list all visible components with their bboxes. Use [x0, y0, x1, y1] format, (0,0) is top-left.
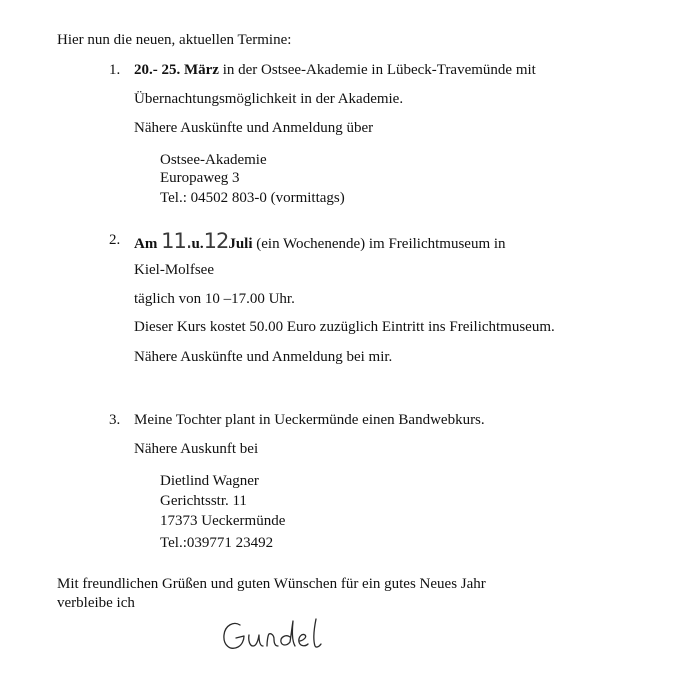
item-1-address-2: Europaweg 3 — [160, 170, 240, 186]
item-2-line-2: Kiel-Molfsee — [134, 262, 214, 278]
item-3-address-3: 17373 Ueckermünde — [160, 513, 286, 529]
item-2-line-4: Dieser Kurs kostet 50.00 Euro zuzüglich Eintritt ins Freilichtmuseum. — [134, 319, 555, 335]
item-1-date: 20.- 25. März — [134, 62, 219, 78]
item-2-line-1 — [134, 231, 506, 252]
item-3-line-2: Nähere Auskunft bei — [134, 441, 259, 457]
item-2-line-1-rest: (ein Wochenende) im Freilichtmuseum in — [252, 236, 506, 252]
item-2-u: u. — [191, 236, 204, 252]
item-3-address-4: Tel.:039771 23492 — [160, 535, 274, 551]
item-2-number: 2. — [109, 232, 121, 248]
item-3-address-1: Dietlind Wagner — [160, 473, 259, 489]
closing-line-2: verbleibe ich — [57, 595, 135, 611]
handwritten-signature — [220, 615, 350, 657]
item-2-line-5: Nähere Auskünfte und Anmeldung bei mir. — [134, 349, 393, 365]
item-1-line-3: Nähere Auskünfte und Anmeldung über — [134, 120, 374, 136]
item-1-line-2: Übernachtungsmöglichkeit in der Akademie. — [134, 91, 404, 107]
intro-line: Hier nun die neuen, aktuellen Termine: — [57, 32, 292, 48]
item-3-line-1: Meine Tochter plant in Ueckermünde einen Bandwebkurs. — [134, 412, 485, 428]
item-1-line-1 — [134, 63, 536, 78]
item-2-day-2-handwritten: 12 — [203, 229, 229, 253]
item-1-number: 1. — [109, 62, 121, 78]
item-1-address-3: Tel.: 04502 803-0 (vormittags) — [160, 190, 345, 206]
item-3-address-2: Gerichtsstr. 11 — [160, 493, 247, 509]
closing-line-1: Mit freundlichen Grüßen und guten Wünschen für ein gutes Neues Jahr — [57, 576, 486, 592]
item-2-month: Juli — [228, 236, 253, 252]
item-2-am: Am — [134, 236, 158, 252]
item-2-line-3: täglich von 10 –17.00 Uhr. — [134, 291, 295, 307]
item-1-address-1: Ostsee-Akademie — [160, 152, 267, 168]
item-3-number: 3. — [109, 412, 121, 428]
item-2-day-1-handwritten: 11. — [161, 229, 192, 253]
item-1-line-1-rest: in der Ostsee-Akademie in Lübeck-Travemünde mit — [218, 62, 536, 78]
